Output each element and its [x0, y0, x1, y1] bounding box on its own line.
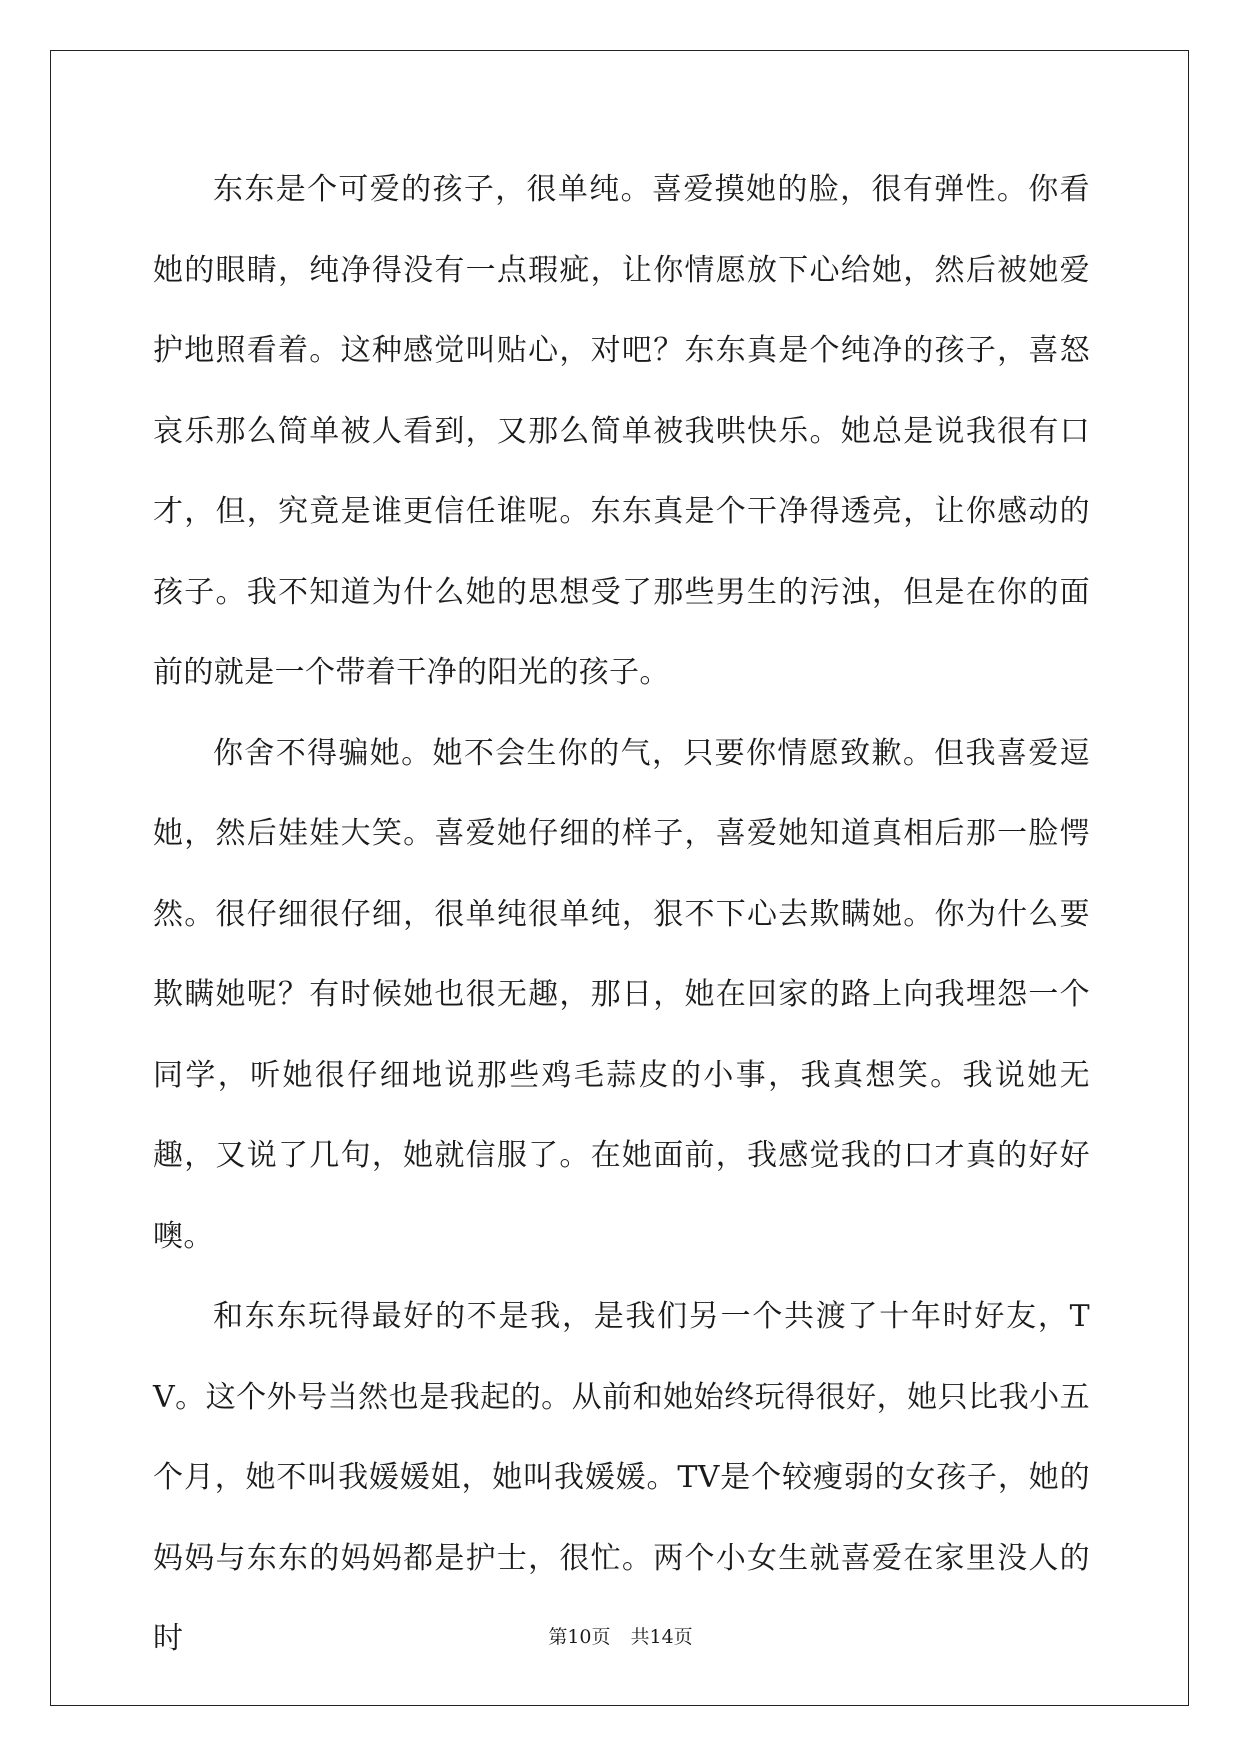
- page-footer: [0, 1625, 1241, 1649]
- page-total: 共14页: [630, 1626, 693, 1648]
- paragraph-2: 你舍不得骗她。她不会生你的气，只要你情愿致歉。但我喜爱逗她，然后娃娃大笑。喜爱她仔细的样子，喜爱她知道真相后那一脸愕然。很仔细很仔细，很单纯很单纯，狠不下心去欺瞒她。你为什么要欺瞒她呢？有时候她也很无趣，那日，她在回家的路上向我埋怨一个同学，听她很仔细地说那些鸡毛蒜皮的小事，我真想笑。我说她无趣，又说了几句，她就信服了。在她面前，我感觉我的口才真的好好噢。: [153, 735, 1090, 1254]
- paragraph-3: 和东东玩得最好的不是我，是我们另一个共渡了十年时好友，TV。这个外号当然也是我起的。从前和她始终玩得很好，她只比我小五个月，她不叫我媛媛姐，她叫我媛媛。TV是个较瘦弱的女孩子，她的妈妈与东东的妈妈都是护士，很忙。两个小女生就喜爱在家里没人的时: [153, 1299, 1090, 1656]
- document-body: [153, 150, 1090, 1680]
- paragraph-1: 东东是个可爱的孩子，很单纯。喜爱摸她的脸，很有弹性。你看她的眼睛，纯净得没有一点瑕疵，让你情愿放下心给她，然后被她爱护地照看着。这种感觉叫贴心，对吧？东东真是个纯净的孩子，喜怒哀乐那么简单被人看到，又那么简单被我哄快乐。她总是说我很有口才，但，究竟是谁更信任谁呢。东东真是个干净得透亮，让你感动的孩子。我不知道为什么她的思想受了那些男生的污浊，但是在你的面前的就是一个带着干净的阳光的孩子。: [153, 172, 1090, 690]
- page-number: 第10页: [548, 1626, 611, 1648]
